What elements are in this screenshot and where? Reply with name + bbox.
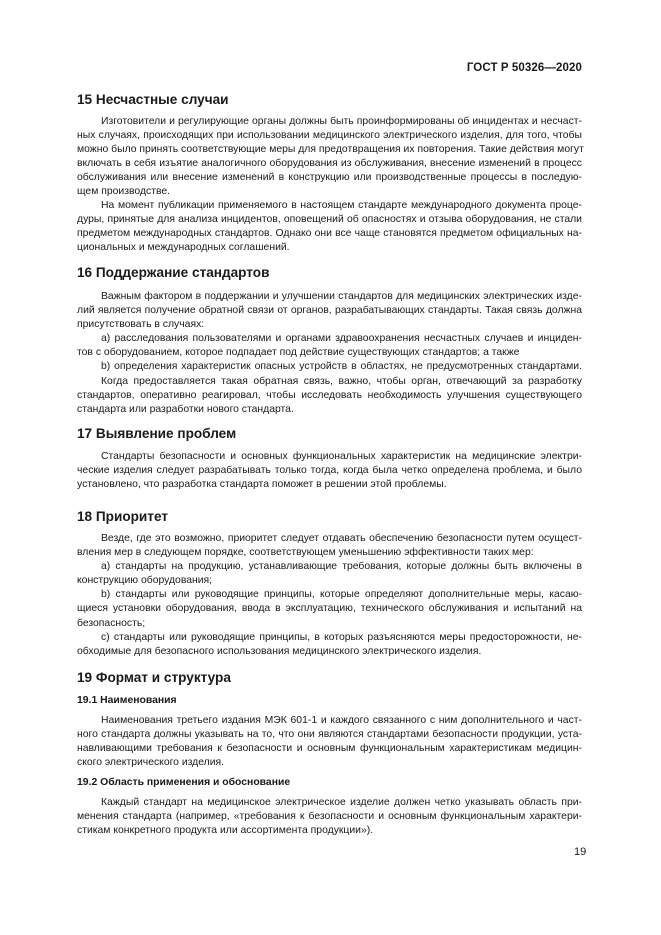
text-line: тов с оборудованием, которое подпадает под действие существующих стандартов; а также: [77, 347, 520, 359]
text-line: лий является получение обратной связи от органов, разрабатывающих стандарты. Такая связь должна: [77, 305, 582, 317]
list-item-c: c) стандарты или руководящие принципы, в которых разъясняются меры предосторожности, не-: [101, 631, 582, 643]
section-16-para-1: [77, 290, 582, 417]
section-15-para-1: [77, 115, 582, 200]
section-16: [77, 265, 582, 281]
text-line: дуры, принятые для анализа инцидентов, оповещений об опасностях и отзыва оборудования, не стали: [77, 214, 582, 226]
subsection-title: 19.2 Область применения и обоснование: [77, 777, 291, 788]
text-line: Каждый стандарт на медицинское электрическое изделие должен четко указывать область при-: [101, 797, 582, 808]
text-line: Везде, где это возможно, приоритет следует отдавать обеспечению безопасности путем осущест-: [101, 533, 582, 544]
list-item-a: a) расследования пользователями и органами здравоохранения несчастных случаев и инциден-: [101, 333, 582, 345]
text-line: установлено, что разработка стандарта поможет в решении этой проблемы.: [77, 479, 447, 491]
section-18-para-1: [77, 532, 582, 659]
section-title: 19 Формат и структура: [77, 670, 231, 685]
text-line: циональных и международных соглашений.: [77, 242, 290, 254]
subsection-19-2: [77, 776, 582, 790]
subsection-title: 19.1 Наименования: [77, 695, 177, 706]
list-item-a: a) стандарты на продукцию, устанавливающие требования, которые должны быть включены в: [101, 561, 582, 573]
page-number: 19: [574, 846, 587, 858]
text-line: ческие изделия следует разрабатывать только тогда, когда была четко определена проблема, и было: [77, 465, 582, 477]
section-15: [77, 92, 582, 108]
section-18: [77, 509, 582, 525]
text-line: Изготовители и регулирующие органы должны быть проинформированы об инцидентах и несчаст-: [101, 116, 582, 127]
text-line: ных случаях, происходящих при использовании медицинского электрического изделия, для того, чтобы: [77, 130, 582, 142]
text-line: щем производстве.: [77, 186, 171, 198]
section-17: [77, 426, 582, 442]
text-line: включать в себя изъятие аналогичного оборудования из обслуживания, внесение изменений в процесс: [77, 158, 582, 170]
list-item-b: b) стандарты или руководящие принципы, которые определяют дополнительные меры, касаю-: [101, 589, 582, 601]
text-line: присутствовать в случаях:: [77, 319, 205, 331]
text-line: навливающими требования к безопасности и основным функциональным характеристикам медицин-: [77, 743, 582, 755]
text-line: стандарта или разработки нового стандарта.: [77, 403, 294, 415]
text-line: Наименования третьего издания МЭК 601-1 и каждого связанного с ним дополнительного и част-: [101, 715, 582, 726]
text-line: стандартов, оперативно реагировал, чтобы исследовать необходимость улучшения существующего: [77, 389, 582, 401]
text-line: обходимые для безопасного использования медицинского электрического изделия.: [77, 645, 482, 657]
section-title: 18 Приоритет: [77, 509, 168, 524]
text-line: конструкцию оборудования;: [77, 575, 213, 587]
text-line: ского электрического изделия.: [77, 757, 225, 769]
section-title: 15 Несчастные случаи: [77, 92, 229, 107]
subsection-19-1: [77, 694, 582, 708]
text-line: ного стандарта должны указывать на то, что они являются стандартами безопасности продукции, уста-: [77, 729, 582, 741]
list-item-b: b) определения характеристик опасных устройств в областях, не предусмотренных стандартами.: [101, 361, 582, 373]
text-line: безопасность;: [77, 617, 146, 629]
text-line: щиеся установки оборудования, ввода в эксплуатацию, технического обслуживания и испытаний на: [77, 603, 582, 615]
section-title: 17 Выявление проблем: [77, 426, 237, 441]
text-line: стикам конкретного продукта или ассортимента продукции»).: [77, 825, 374, 837]
section-19: [77, 670, 582, 686]
section-15-para-2: [77, 199, 582, 255]
section-title: 16 Поддержание стандартов: [77, 265, 270, 280]
text-line: можно было принять соответствующие меры для предотвращения их повторения. Такие действия могут: [77, 144, 584, 156]
text-line: обслуживания или внесение изменений в конструкцию или производственные процессы в последую-: [77, 172, 582, 184]
text-line: предметом международных стандартов. Однако они все чаще становятся предметом официальных на-: [77, 228, 582, 240]
text-line: На момент публикации применяемого в настоящем стандарте международного документа проце-: [101, 200, 582, 211]
subsection-19-1-para: [77, 714, 582, 770]
text-line: Важным фактором в поддержании и улучшении стандартов для медицинских электрических изде-: [101, 291, 582, 302]
section-17-para-1: [77, 450, 582, 492]
text-line: вления мер в следующем порядке, соответствующем уменьшению эффективности таких мер:: [77, 547, 534, 559]
text-line: Стандарты безопасности и основных функциональных характеристик на медицинские электри-: [101, 451, 582, 462]
text-line: менения стандарта (например, «требования к безопасности и основным функциональным характери-: [77, 811, 582, 823]
document-header: ГОСТ Р 50326—2020: [466, 62, 582, 74]
text-line: Когда предоставляется такая обратная связь, важно, чтобы орган, отвечающий за разработку: [101, 375, 582, 387]
subsection-19-2-para: [77, 796, 582, 838]
